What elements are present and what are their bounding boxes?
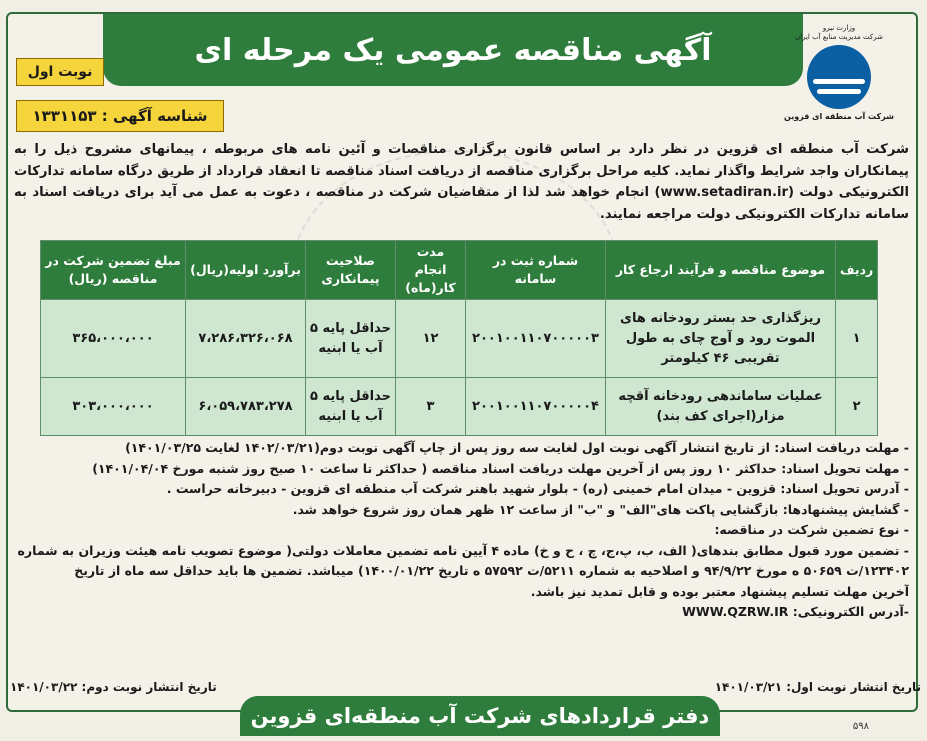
table-header-row (41, 241, 878, 300)
col-subject: موضوع مناقصه و فرآیند ارجاع کار (606, 241, 836, 300)
footer-text: دفتر قراردادهای شرکت آب منطقه‌ای قزوین (250, 704, 710, 728)
note-website: -آدرس الکترونیکی: WWW.QZRW.IR (682, 604, 909, 619)
cell-qualification: حداقل پایه ۵ آب یا ابنیه (306, 378, 396, 436)
cell-reg-number: ۲۰۰۱۰۰۱۱۰۷۰۰۰۰۰۴ (466, 378, 606, 436)
logo-ministry: وزارت نیرو (822, 24, 856, 32)
col-guarantee: مبلغ تضمین شرکت در مناقصه (ریال) (41, 241, 186, 300)
cell-row-no: ۱ (836, 300, 878, 378)
note-submit-deadline: - مهلت تحویل اسناد: حداکثر ۱۰ روز پس از آخرین مهلت دریافت اسناد مناقصه ( حداکثر تا ساعت ۱۰ صبح روز شنبه مورخ ۱۴۰۱/۰۴/۰۴) (92, 460, 909, 476)
cell-row-no: ۲ (836, 378, 878, 436)
cell-subject: ریزگذاری حد بستر رودخانه های الموت رود و آوج چای به طول تقریبی ۴۶ کیلومتر (606, 300, 836, 378)
footer-banner (240, 696, 720, 736)
note-submit-address: - آدرس تحویل اسناد: قزوین - میدان امام خمینی (ره) - بلوار شهید باهنر شرکت آب منطقه ای قزوین - دبیرخانه حراست . (166, 481, 909, 496)
ad-number-badge: شناسه آگهی : ۱۳۳۱۱۵۳ (16, 100, 224, 132)
cell-estimate: ۶،۰۵۹،۷۸۳،۲۷۸ (186, 378, 306, 436)
note-doc-deadline: - مهلت دریافت اسناد: از تاریخ انتشار آگهی نوبت اول لغایت سه روز پس از چاپ آگهی نوبت دوم(۱۴۰۲/۰۳/۲۱ لغایت ۱۴۰۱/۰۳/۲۵) (125, 440, 909, 455)
page-number: ۵۹۸ (852, 721, 869, 732)
note-guarantee-validity: آخرین مهلت تسلیم پیشنهاد معتبر بوده و قابل تمدید نیز باشد. (530, 583, 909, 599)
tender-table (40, 240, 878, 436)
cell-duration: ۳ (396, 378, 466, 436)
logo-parent: شرکت مدیریت منابع آب ایران (795, 33, 883, 41)
cell-qualification: حداقل پایه ۵ آب یا ابنیه (306, 300, 396, 378)
title-banner (103, 14, 803, 86)
note-opening: - گشایش پیشنهادها: بازگشایی پاکت های"الف" و "ب" از ساعت ۱۲ ظهر همان روز شروع خواهد شد. (292, 501, 909, 517)
col-estimate: برآورد اولیه(ریال) (186, 241, 306, 300)
cell-subject: عملیات ساماندهی رودخانه آقچه مزار(اجرای کف بند) (606, 378, 836, 436)
cell-duration: ۱۲ (396, 300, 466, 378)
cell-guarantee: ۳۶۵،۰۰۰،۰۰۰ (41, 300, 186, 378)
col-reg-number: شماره ثبت در سامانه (466, 241, 606, 300)
first-publish-date: تاریخ انتشار نوبت اول: ۱۴۰۱/۰۳/۲۱ (714, 680, 921, 694)
notes-list (14, 438, 909, 623)
logo-company: شرکت آب منطقه ای قزوین (784, 112, 894, 121)
intro-paragraph: شرکت آب منطقه ای قزوین در نظر دارد بر اساس قانون برگزاری مناقصات و آئین نامه های مربوطه ، پیمانهای مشروح ذیل را به پیمانکاران واجد شرایط واگذار نماید. کلیه مراحل برگزاری مناقصه از دریافت اسناد مناقصه تا انعقاد قرارداد از طریق درگاه سامانه تدارکات الکترونیکی دولت (www.setadiran.ir) انجام خواهد شد لذا از متقاضیان شرکت در مناقصه ، دعوت به عمل می آید برای دریافت اسناد به سامانه تدارکات الکترونیکی دولت مراجعه نمایند. (14, 142, 909, 222)
table-row (41, 378, 878, 436)
ad-title: آگهی مناقصه عمومی یک مرحله ای (194, 32, 712, 68)
cell-guarantee: ۳۰۳،۰۰۰،۰۰۰ (41, 378, 186, 436)
table-row (41, 300, 878, 378)
note-guarantee-rules-cont: ۱۲۳۴۰۲/ت ۵۰۶۵۹ ه مورخ ۹۴/۹/۲۲ و اصلاحیه به شماره ۵۲۱۱/ت ۵۷۵۹۲ ه تاریخ ۱۴۰۰/۰۱/۲۲) میباشد. تضمین ها باید حداقل سه ماه از تاریخ (74, 563, 909, 578)
note-guarantee-type: - نوع تضمین شرکت در مناقصه: (714, 522, 909, 537)
col-qualification: صلاحیت پیمانکاری (306, 241, 396, 300)
note-guarantee-rules: - تضمین مورد قبول مطابق بندهای( الف، ب، پ،ج، چ ، ح و خ) ماده ۴ آیین نامه تضمین معاملات دولتی( موضوع تصویب نامه هیئت وزیران به شماره (17, 542, 909, 558)
company-logo (774, 24, 904, 144)
col-duration: مدت انجام کار(ماه) (396, 241, 466, 300)
cell-estimate: ۷،۲۸۶،۳۲۶،۰۶۸ (186, 300, 306, 378)
second-publish-date: تاریخ انتشار نوبت دوم: ۱۴۰۱/۰۳/۲۲ (10, 680, 217, 694)
col-row-no: ردیف (836, 241, 878, 300)
water-logo-icon (807, 45, 871, 109)
round-badge: نوبت اول (16, 58, 104, 86)
cell-reg-number: ۲۰۰۱۰۰۱۱۰۷۰۰۰۰۰۳ (466, 300, 606, 378)
